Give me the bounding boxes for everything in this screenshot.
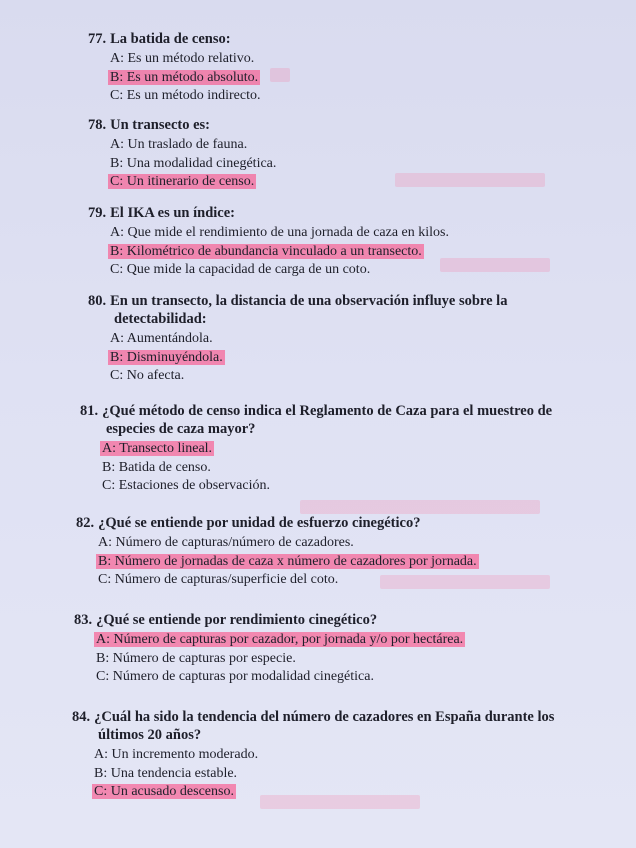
question-text-continuation: especies de caza mayor?	[106, 421, 256, 437]
question-text: ¿Qué se entiende por unidad de esfuerzo cinegético?	[98, 515, 421, 531]
question-title	[88, 116, 608, 134]
option-b: B: Una modalidad cinegética.	[110, 155, 277, 171]
option-b: B: Batida de censo.	[102, 459, 211, 475]
question-text: En un transecto, la distancia de una observación influye sobre la	[110, 293, 508, 309]
option-c: C: Número de capturas/superficie del coto.	[98, 572, 339, 587]
option-a	[96, 631, 614, 650]
highlighted-answer: C: Un acusado descenso.	[94, 784, 234, 799]
highlighted-answer: B: Número de jornadas de caza x número de cazadores por jornada.	[98, 553, 477, 569]
question-83	[74, 611, 614, 687]
option-b	[110, 69, 608, 88]
highlighted-answer: B: Kilométrico de abundancia vinculado a un transecto.	[110, 243, 422, 259]
question-number: 79.	[88, 205, 107, 221]
option-a	[102, 440, 620, 459]
question-title	[88, 30, 608, 48]
question-number: 83.	[74, 612, 93, 628]
question-text: ¿Cuál ha sido la tendencia del número de cazadores en España durante los	[94, 709, 555, 725]
question-title	[88, 204, 608, 222]
option-c: C: Número de capturas por modalidad cinegética.	[96, 669, 374, 684]
option-c	[94, 783, 617, 802]
question-80	[88, 292, 608, 386]
option-a: A: Número de capturas/número de cazadores.	[98, 535, 354, 550]
question-text-continuation: últimos 20 años?	[98, 727, 202, 743]
question-title	[76, 514, 616, 532]
option-a: A: Un traslado de fauna.	[110, 137, 248, 152]
highlighted-answer: A: Número de capturas por cazador, por jornada y/o por hectárea.	[96, 632, 464, 647]
question-number: 80.	[88, 293, 107, 309]
option-a: A: Que mide el rendimiento de una jornada de caza en kilos.	[110, 225, 449, 240]
highlighted-answer: A: Transecto lineal.	[102, 441, 213, 456]
option-b	[98, 553, 616, 572]
option-a: A: Aumentándola.	[110, 331, 213, 346]
question-82	[76, 514, 616, 590]
question-77	[88, 30, 608, 106]
option-c: C: Que mide la capacidad de carga de un coto.	[110, 262, 371, 277]
question-title	[72, 708, 617, 744]
option-c: C: Estaciones de observación.	[102, 478, 270, 493]
question-number: 81.	[80, 403, 99, 419]
question-text: Un transecto es:	[110, 117, 210, 133]
question-text: ¿Qué se entiende por rendimiento cinegético?	[96, 612, 378, 628]
question-78	[88, 116, 608, 192]
question-title	[88, 292, 608, 328]
question-number: 84.	[72, 709, 91, 725]
option-a: A: Un incremento moderado.	[94, 747, 259, 762]
question-79	[88, 204, 608, 280]
highlighted-answer: C: Un itinerario de censo.	[110, 174, 255, 189]
option-a: A: Es un método relativo.	[110, 51, 255, 66]
highlighted-answer: B: Es un método absoluto.	[110, 69, 259, 85]
question-text: El IKA es un índice:	[110, 205, 236, 221]
option-b	[110, 243, 608, 262]
option-b: B: Una tendencia estable.	[94, 765, 238, 781]
option-c: C: No afecta.	[110, 368, 185, 383]
highlighted-answer: B: Disminuyéndola.	[110, 349, 223, 365]
option-c: C: Es un método indirecto.	[110, 88, 261, 103]
question-84	[72, 708, 617, 802]
question-text: La batida de censo:	[110, 31, 231, 47]
question-text: ¿Qué método de censo indica el Reglamento de Caza para el muestreo de	[102, 403, 553, 419]
option-b	[110, 349, 608, 368]
question-title	[74, 611, 614, 629]
question-number: 77.	[88, 31, 107, 47]
option-b: B: Número de capturas por especie.	[96, 650, 296, 666]
bleed-through-mark	[300, 500, 540, 514]
question-text-continuation: detectabilidad:	[114, 311, 207, 327]
option-c	[110, 173, 608, 192]
question-number: 82.	[76, 515, 95, 531]
question-title	[80, 402, 620, 438]
question-81	[80, 402, 620, 496]
question-number: 78.	[88, 117, 107, 133]
